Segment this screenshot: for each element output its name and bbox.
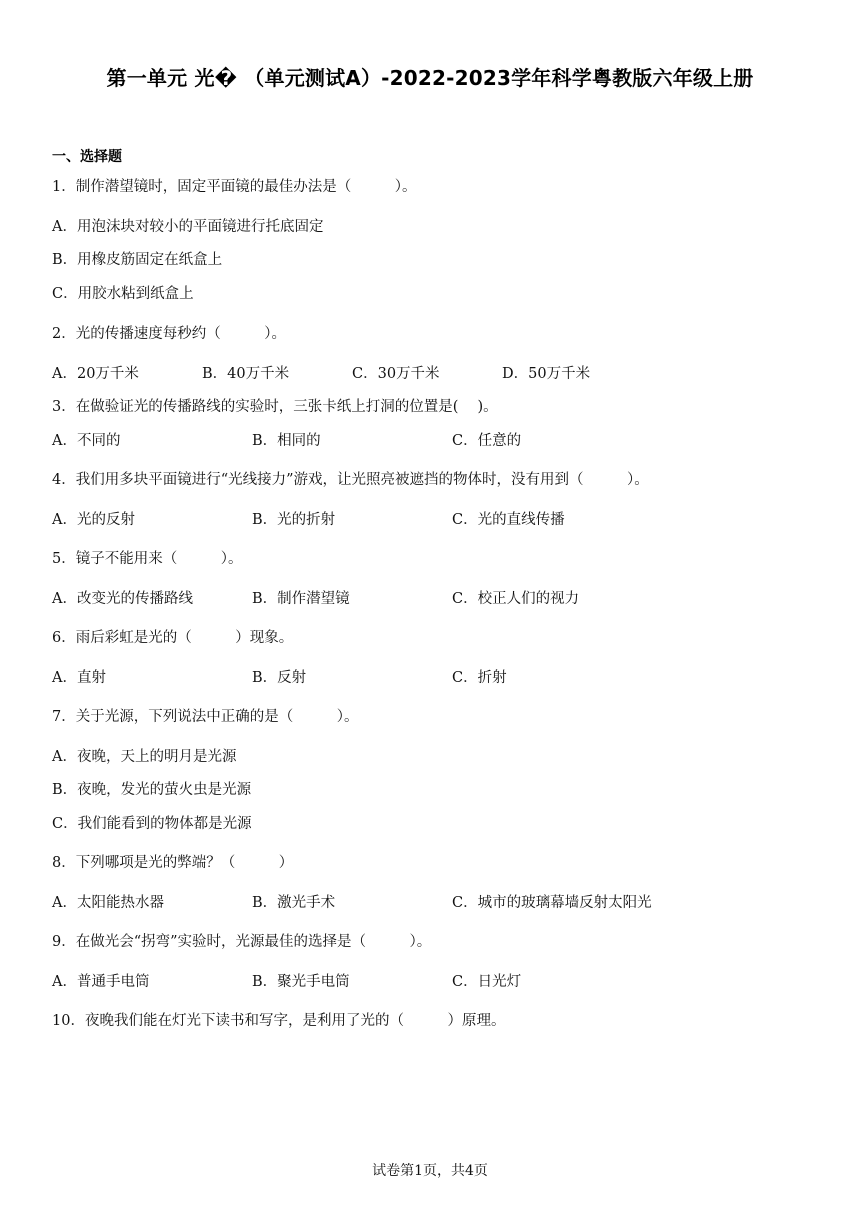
- page-footer: 试卷第1页，共4页: [372, 1163, 488, 1179]
- question-stem-9: 9．在做光会“拐弯”实验时，光源最佳的选择是（ ）。: [52, 934, 432, 950]
- question-stem-2: 2．光的传播速度每秒约（ ）。: [52, 326, 286, 342]
- option-2c: C．30万千米: [352, 366, 440, 382]
- option-5a: A．改变光的传播路线: [52, 591, 193, 607]
- option-3c: C．任意的: [452, 433, 522, 449]
- question-stem-8: 8．下列哪项是光的弊端？（ ）: [52, 855, 294, 871]
- option-1b: B．用橡皮筋固定在纸盒上: [52, 252, 223, 268]
- option-9c: C．日光灯: [452, 974, 522, 990]
- option-3b: B．相同的: [252, 433, 321, 449]
- option-2d: D．50万千米: [502, 366, 591, 382]
- option-3a: A．不同的: [52, 433, 121, 449]
- question-stem-5: 5．镜子不能用来（ ）。: [52, 551, 243, 567]
- page-title: 第一单元 光� （单元测试A）-2022-2023学年科学粤教版六年级上册: [106, 66, 754, 90]
- option-5b: B．制作潜望镜: [252, 591, 350, 607]
- question-stem-7: 7．关于光源，下列说法中正确的是（ ）。: [52, 709, 359, 725]
- option-7b: B．夜晚，发光的萤火虫是光源: [52, 782, 252, 798]
- option-7c: C．我们能看到的物体都是光源: [52, 816, 252, 832]
- option-6b: B．反射: [252, 670, 307, 686]
- option-6c: C．折射: [452, 670, 507, 686]
- option-1c: C．用胶水粘到纸盒上: [52, 286, 194, 302]
- option-5c: C．校正人们的视力: [452, 591, 580, 607]
- option-6a: A．直射: [52, 670, 106, 686]
- option-2a: A．20万千米: [52, 366, 139, 382]
- question-stem-3: 3．在做验证光的传播路线的实验时，三张卡纸上打洞的位置是( )。: [52, 399, 498, 415]
- option-4a: A．光的反射: [52, 512, 135, 528]
- section-heading: 一、选择题: [52, 149, 122, 165]
- question-stem-10: 10．夜晚我们能在灯光下读书和写字，是利用了光的（ ）原理。: [52, 1013, 506, 1029]
- option-8a: A．太阳能热水器: [52, 895, 164, 911]
- option-2b: B．40万千米: [202, 366, 290, 382]
- question-stem-4: 4．我们用多块平面镜进行“光线接力”游戏，让光照亮被遮挡的物体时，没有用到（ ）。: [52, 472, 649, 488]
- option-8c: C．城市的玻璃幕墙反射太阳光: [452, 895, 652, 911]
- option-8b: B．激光手术: [252, 895, 336, 911]
- option-9b: B．聚光手电筒: [252, 974, 350, 990]
- option-7a: A．夜晚，天上的明月是光源: [52, 749, 237, 765]
- question-stem-6: 6．雨后彩虹是光的（ ）现象。: [52, 630, 294, 646]
- question-stem-1: 1．制作潜望镜时，固定平面镜的最佳办法是（ ）。: [52, 179, 417, 195]
- option-4c: C．光的直线传播: [452, 512, 565, 528]
- option-9a: A．普通手电筒: [52, 974, 150, 990]
- option-1a: A．用泡沫块对较小的平面镜进行托底固定: [52, 219, 324, 235]
- option-4b: B．光的折射: [252, 512, 336, 528]
